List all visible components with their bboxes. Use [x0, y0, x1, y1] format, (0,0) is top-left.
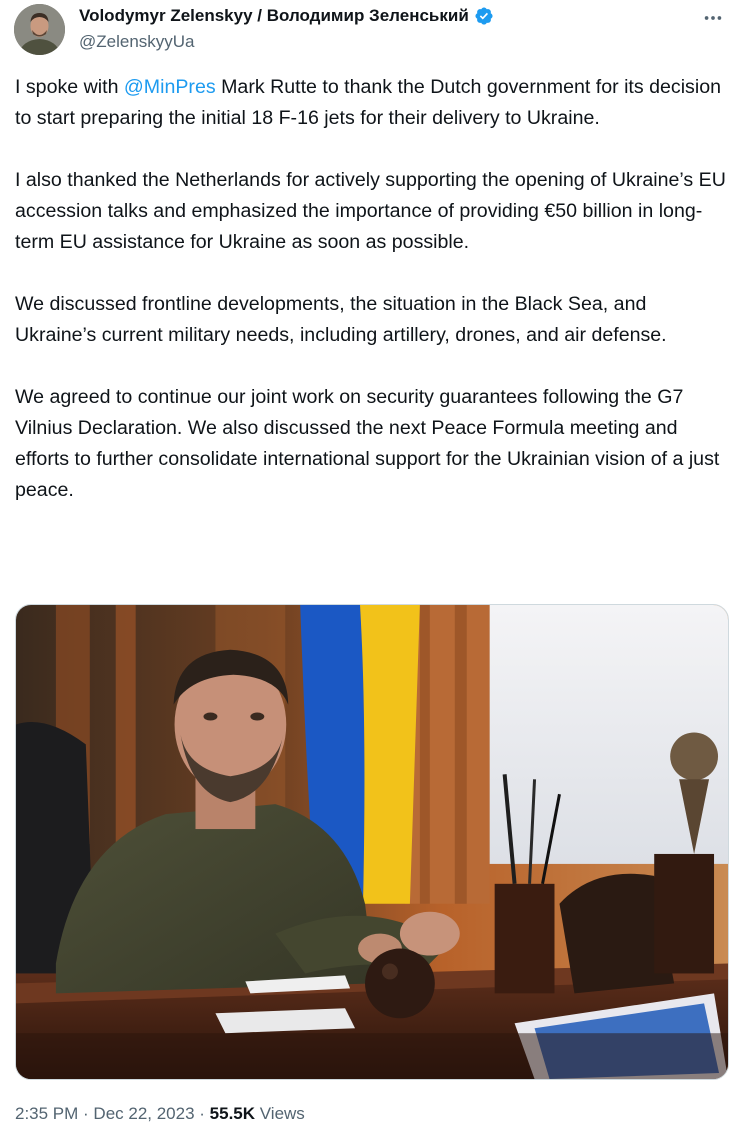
tweet-paragraph-2: I also thanked the Netherlands for actively supporting the opening of Ukraine’s EU accession talks and emphasized the importance of providing €50 billion in long-term EU assistance for Ukraine as soon as possible.: [15, 169, 726, 253]
views-label: Views: [255, 1104, 305, 1123]
tweet-text-segment: Mark Rutte to thank the Dutch government for its decision to start preparing the initial 18 F-16 jets for their delivery to Ukraine.: [15, 76, 721, 129]
tweet-paragraph-1: [15, 72, 727, 134]
mention-link-minpres[interactable]: @MinPres: [123, 76, 216, 98]
author-handle[interactable]: @ZelenskyyUa: [79, 32, 195, 51]
verified-badge-icon: [474, 6, 494, 26]
meta-separator: ·: [194, 1104, 210, 1123]
author-name-row: [79, 6, 494, 26]
tweet-time[interactable]: 2:35 PM: [15, 1104, 79, 1123]
more-options-icon[interactable]: [698, 6, 728, 30]
tweet-date[interactable]: Dec 22, 2023: [93, 1104, 195, 1123]
meta-separator: ·: [78, 1104, 94, 1123]
tweet-meta: [15, 1104, 305, 1124]
tweet-text-segment: I spoke with: [15, 76, 124, 98]
tweet-paragraph-3: We discussed frontline developments, the situation in the Black Sea, and Ukraine’s current military needs, including artillery, drones, and air defense.: [15, 293, 667, 346]
tweet-text: [15, 72, 727, 506]
tweet-paragraph-4: We agreed to continue our joint work on security guarantees following the G7 Vilnius Declaration. We also discussed the next Peace Formula meeting and efforts to further consolidate international support for the Ukrainian vision of a just peace.: [15, 386, 720, 501]
tweet-header: [0, 0, 740, 62]
author-display-name[interactable]: Volodymyr Zelenskyy / Володимир Зеленський: [79, 6, 469, 25]
tweet-photo[interactable]: [15, 604, 729, 1080]
views-count: 55.5K: [209, 1104, 256, 1123]
profile-avatar[interactable]: [14, 4, 65, 55]
